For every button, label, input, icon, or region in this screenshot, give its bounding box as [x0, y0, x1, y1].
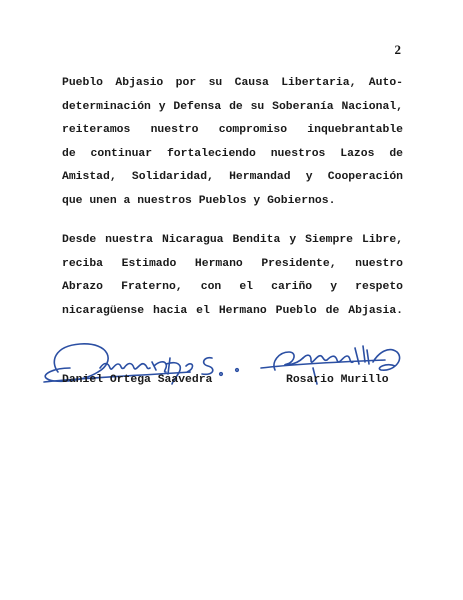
paragraph-1-line: reiteramos nuestro compromiso inquebrantable — [62, 124, 403, 136]
paragraph-1-line: de continuar fortaleciendo nuestros Lazos de — [62, 147, 403, 160]
paragraph-1-line: Pueblo Abjasio por su Causa Libertaria, Auto- — [62, 77, 403, 89]
paragraph-1-line: Amistad, Solidaridad, Hermandad y Cooperación — [62, 171, 403, 183]
paragraph-2-line: nicaragüense hacia el Hermano Pueblo de Abjasia. — [62, 304, 403, 317]
paragraph-1-line: que unen a nuestros Pueblos y Gobiernos. — [62, 194, 336, 207]
signer-name-left: Daniel Ortega Saavedra — [62, 374, 213, 386]
page-number: 2 — [394, 42, 401, 57]
paragraph-2 — [62, 229, 403, 323]
paragraph-2-line: reciba Estimado Hermano Presidente, nuestro — [62, 257, 403, 270]
paragraph-1-line: determinación y Defensa de su Soberanía Nacional, — [62, 100, 403, 113]
signature-area — [40, 332, 420, 402]
signer-name-right: Rosario Murillo — [286, 374, 389, 386]
paragraph-2-line: Desde nuestra Nicaragua Bendita y Siempre Libre, — [62, 234, 403, 246]
paragraph-1 — [62, 72, 403, 213]
paragraph-2-line: Abrazo Fraterno, con el cariño y respeto — [62, 281, 403, 293]
